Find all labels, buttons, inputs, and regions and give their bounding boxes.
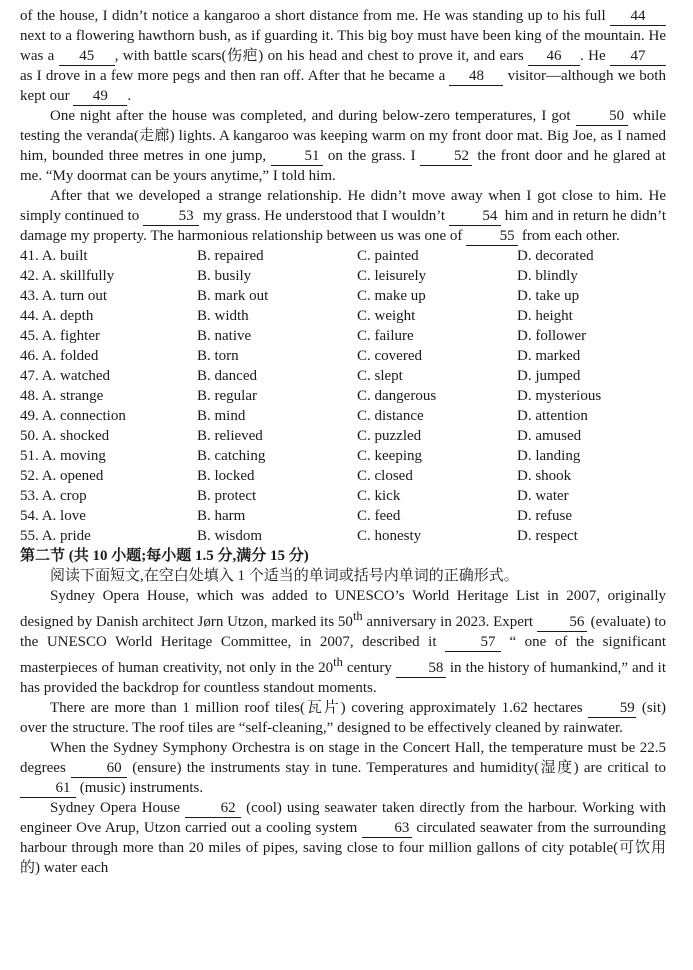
- passage-paragraph: [20, 698, 666, 738]
- answer-blank: 56: [537, 614, 587, 632]
- option-text: A. strange: [41, 388, 104, 404]
- option-text: B. mark out: [197, 288, 269, 304]
- answer-blank: 49: [73, 88, 127, 106]
- answer-blank: 55: [466, 228, 518, 246]
- option-a: [20, 306, 197, 326]
- question-number: 48.: [20, 388, 39, 404]
- option-b: [197, 286, 357, 306]
- option-text: C. honesty: [357, 528, 422, 544]
- text-run: century: [342, 660, 396, 676]
- section-instruction: 阅读下面短文,在空白处填入 1 个适当的单词或括号内单词的正确形式。: [50, 568, 519, 584]
- option-c: [357, 326, 517, 346]
- option-a: [20, 266, 197, 286]
- option-b: [197, 406, 357, 426]
- question-number: 45.: [20, 328, 39, 344]
- option-text: C. closed: [357, 468, 413, 484]
- text-run: Sydney Opera House: [50, 800, 186, 816]
- option-d: [517, 266, 666, 286]
- option-text: B. busily: [197, 268, 252, 284]
- option-text: B. mind: [197, 408, 246, 424]
- option-c: [357, 346, 517, 366]
- option-b: [197, 486, 357, 506]
- option-a: [20, 526, 197, 546]
- text-run: . He: [580, 48, 610, 64]
- text-run: One night after the house was completed, and during below-zero temperatures, I got: [50, 108, 576, 124]
- option-text: C. keeping: [357, 448, 422, 464]
- option-text: D. landing: [517, 448, 581, 464]
- question-number: 41.: [20, 248, 39, 264]
- text-run: There are more than 1 million roof tiles(瓦片) covering approximately 1.62 hectares: [50, 700, 589, 716]
- option-c: [357, 306, 517, 326]
- option-b: [197, 506, 357, 526]
- option-a: [20, 446, 197, 466]
- answer-blank: 59: [588, 700, 636, 718]
- option-text: D. amused: [517, 428, 582, 444]
- option-text: C. make up: [357, 288, 426, 304]
- text-run: .: [127, 88, 132, 104]
- option-text: C. feed: [357, 508, 401, 524]
- option-text: A. turn out: [41, 288, 108, 304]
- text-run: of the house, I didn’t notice a kangaroo a short distance from me. He was standing up to his full: [20, 8, 610, 24]
- option-text: A. folded: [41, 348, 99, 364]
- option-d: [517, 466, 666, 486]
- option-text: B. wisdom: [197, 528, 263, 544]
- option-a: [20, 346, 197, 366]
- passage-paragraph: [20, 186, 666, 246]
- option-d: [517, 406, 666, 426]
- answer-options: [20, 246, 666, 546]
- option-b: [197, 246, 357, 266]
- option-a: [20, 406, 197, 426]
- text-run: “ one of the significant masterpieces of human creativity, not only in the 20: [20, 634, 666, 676]
- option-d: [517, 506, 666, 526]
- text-run: circulated seawater from the surrounding harbour through more than 20 miles of pipes, saving close to four million gallons of city potable(可饮用的) water each: [20, 820, 666, 876]
- option-text: B. repaired: [197, 248, 264, 264]
- option-text: A. connection: [41, 408, 126, 424]
- option-a: [20, 326, 197, 346]
- option-text: C. failure: [357, 328, 414, 344]
- grammar-fill-passage: [20, 586, 666, 878]
- answer-blank: 53: [143, 208, 199, 226]
- answer-blank: 48: [449, 68, 503, 86]
- option-text: D. follower: [517, 328, 587, 344]
- option-text: A. crop: [41, 488, 87, 504]
- answer-blank: 57: [445, 634, 501, 652]
- text-run: (cool) using seawater taken directly from the harbour. Working with engineer Ove Arup, Utzon carried out a cooling system: [20, 800, 666, 836]
- option-text: C. painted: [357, 248, 419, 264]
- option-c: [357, 526, 517, 546]
- option-a: [20, 506, 197, 526]
- option-text: D. marked: [517, 348, 581, 364]
- option-c: [357, 486, 517, 506]
- passage-paragraph: [20, 798, 666, 878]
- passage-paragraph: [20, 6, 666, 106]
- answer-blank: 52: [420, 148, 472, 166]
- option-text: A. built: [41, 248, 88, 264]
- text-run: on the grass. I: [323, 148, 421, 164]
- question-number: 46.: [20, 348, 39, 364]
- question-number: 44.: [20, 308, 39, 324]
- superscript: th: [333, 655, 343, 669]
- option-text: B. regular: [197, 388, 257, 404]
- option-b: [197, 526, 357, 546]
- text-run: visitor—although we both kept our: [20, 68, 666, 104]
- option-text: D. water: [517, 488, 569, 504]
- option-text: B. catching: [197, 448, 266, 464]
- question-number: 53.: [20, 488, 39, 504]
- option-d: [517, 426, 666, 446]
- text-run: next to a flowering hawthorn bush, as if guarding it. This big boy must have been king of the mountain. He was a: [20, 28, 666, 64]
- option-text: B. danced: [197, 368, 257, 384]
- option-text: D. attention: [517, 408, 588, 424]
- option-c: [357, 406, 517, 426]
- option-text: A. pride: [41, 528, 91, 544]
- option-d: [517, 326, 666, 346]
- option-c: [357, 266, 517, 286]
- option-c: [357, 286, 517, 306]
- option-d: [517, 306, 666, 326]
- text-run: the front door and he glared at me. “My doormat can be yours anytime,” I told him.: [20, 148, 666, 184]
- option-text: A. opened: [41, 468, 104, 484]
- option-text: D. decorated: [517, 248, 594, 264]
- question-number: 50.: [20, 428, 39, 444]
- option-d: [517, 286, 666, 306]
- option-text: C. dangerous: [357, 388, 437, 404]
- option-text: B. width: [197, 308, 249, 324]
- answer-blank: 45: [59, 48, 115, 66]
- text-run: while testing the veranda(走廊) lights. A kangaroo was keeping warm on my front door mat. Big Joe, as I named him, bounded three metres in one jump,: [20, 108, 666, 164]
- option-text: C. kick: [357, 488, 401, 504]
- option-text: D. jumped: [517, 368, 581, 384]
- answer-blank: 58: [396, 660, 446, 678]
- option-c: [357, 446, 517, 466]
- option-b: [197, 346, 357, 366]
- option-text: C. puzzled: [357, 428, 422, 444]
- answer-blank: 54: [449, 208, 501, 226]
- option-a: [20, 366, 197, 386]
- option-text: B. torn: [197, 348, 239, 364]
- option-d: [517, 486, 666, 506]
- option-text: D. shook: [517, 468, 572, 484]
- option-d: [517, 386, 666, 406]
- option-text: C. slept: [357, 368, 403, 384]
- option-b: [197, 386, 357, 406]
- superscript: th: [352, 609, 363, 623]
- option-text: D. refuse: [517, 508, 572, 524]
- option-text: C. covered: [357, 348, 422, 364]
- passage-paragraph: [20, 106, 666, 186]
- answer-blank: 62: [185, 800, 241, 818]
- question-number: 42.: [20, 268, 39, 284]
- option-c: [357, 386, 517, 406]
- question-number: 51.: [20, 448, 39, 464]
- option-c: [357, 366, 517, 386]
- option-text: A. depth: [41, 308, 94, 324]
- option-b: [197, 466, 357, 486]
- option-d: [517, 346, 666, 366]
- text-run: After that we developed a strange relationship. He didn’t move away when I got close to him. He simply continued to: [20, 188, 666, 224]
- text-run: anniversary in 2023. Expert: [362, 614, 537, 630]
- option-text: A. fighter: [41, 328, 101, 344]
- text-run: him and in return he didn’t damage my property. The harmonious relationship between us was one of: [20, 208, 666, 244]
- question-number: 49.: [20, 408, 39, 424]
- option-b: [197, 326, 357, 346]
- answer-blank: 44: [610, 8, 666, 26]
- question-number: 52.: [20, 468, 39, 484]
- option-d: [517, 446, 666, 466]
- text-run: (ensure) the instruments stay in tune. Temperatures and humidity(湿度) are critical to: [127, 760, 666, 776]
- option-text: B. harm: [197, 508, 246, 524]
- option-text: A. love: [41, 508, 86, 524]
- text-run: (music) instruments.: [76, 780, 204, 796]
- text-run: (sit) over the structure. The roof tiles are “self-cleaning,” designed to be effectively cleaned by rainwater.: [20, 700, 666, 736]
- answer-blank: 51: [271, 148, 323, 166]
- text-run: my grass. He understood that I wouldn’t: [199, 208, 449, 224]
- option-c: [357, 506, 517, 526]
- option-text: B. relieved: [197, 428, 263, 444]
- answer-blank: 47: [610, 48, 666, 66]
- option-a: [20, 386, 197, 406]
- option-text: B. protect: [197, 488, 257, 504]
- option-c: [357, 246, 517, 266]
- option-text: D. take up: [517, 288, 580, 304]
- exam-page: [20, 6, 666, 878]
- passage-paragraph: [20, 586, 666, 698]
- question-number: 55.: [20, 528, 39, 544]
- option-text: D. height: [517, 308, 573, 324]
- option-d: [517, 526, 666, 546]
- answer-blank: 46: [528, 48, 580, 66]
- option-a: [20, 426, 197, 446]
- text-run: as I drove in a few more pegs and then ran off. After that he became a: [20, 68, 450, 84]
- option-b: [197, 446, 357, 466]
- option-c: [357, 426, 517, 446]
- question-number: 43.: [20, 288, 39, 304]
- option-a: [20, 286, 197, 306]
- option-c: [357, 466, 517, 486]
- passage-paragraph: [20, 738, 666, 798]
- option-text: B. locked: [197, 468, 255, 484]
- option-text: D. mysterious: [517, 388, 602, 404]
- text-run: , with battle scars(伤疤) on his head and chest to prove it, and ears: [114, 48, 529, 64]
- option-a: [20, 466, 197, 486]
- answer-blank: 63: [362, 820, 412, 838]
- option-d: [517, 246, 666, 266]
- option-text: D. respect: [517, 528, 578, 544]
- option-text: A. moving: [41, 448, 106, 464]
- option-b: [197, 266, 357, 286]
- section-heading: 第二节 (共 10 小题;每小题 1.5 分,满分 15 分): [20, 548, 309, 564]
- option-b: [197, 366, 357, 386]
- option-b: [197, 306, 357, 326]
- option-a: [20, 486, 197, 506]
- option-text: D. blindly: [517, 268, 578, 284]
- answer-blank: 61: [20, 780, 76, 798]
- option-text: A. shocked: [41, 428, 110, 444]
- answer-blank: 60: [71, 760, 127, 778]
- option-d: [517, 366, 666, 386]
- option-text: C. weight: [357, 308, 416, 324]
- option-text: C. leisurely: [357, 268, 427, 284]
- option-text: A. skillfully: [41, 268, 115, 284]
- text-run: from each other.: [518, 228, 620, 244]
- text-run: in the history of humankind,” and it has provided the backdrop for countless standout moments.: [20, 660, 667, 696]
- option-a: [20, 246, 197, 266]
- text-run: (evaluate) to the UNESCO World Heritage Committee, in 2007, described it: [20, 614, 667, 650]
- option-text: A. watched: [41, 368, 110, 384]
- cloze-passage: [20, 6, 666, 246]
- option-text: C. distance: [357, 408, 424, 424]
- text-run: When the Sydney Symphony Orchestra is on stage in the Concert Hall, the temperature must be 22.5 degrees: [20, 740, 666, 776]
- option-text: B. native: [197, 328, 252, 344]
- question-number: 47.: [20, 368, 39, 384]
- option-b: [197, 426, 357, 446]
- question-number: 54.: [20, 508, 39, 524]
- text-run: Sydney Opera House, which was added to UNESCO’s World Heritage List in 2007, originally designed by Danish architect Jørn Utzon, marked its 50: [20, 588, 666, 630]
- answer-blank: 50: [576, 108, 628, 126]
